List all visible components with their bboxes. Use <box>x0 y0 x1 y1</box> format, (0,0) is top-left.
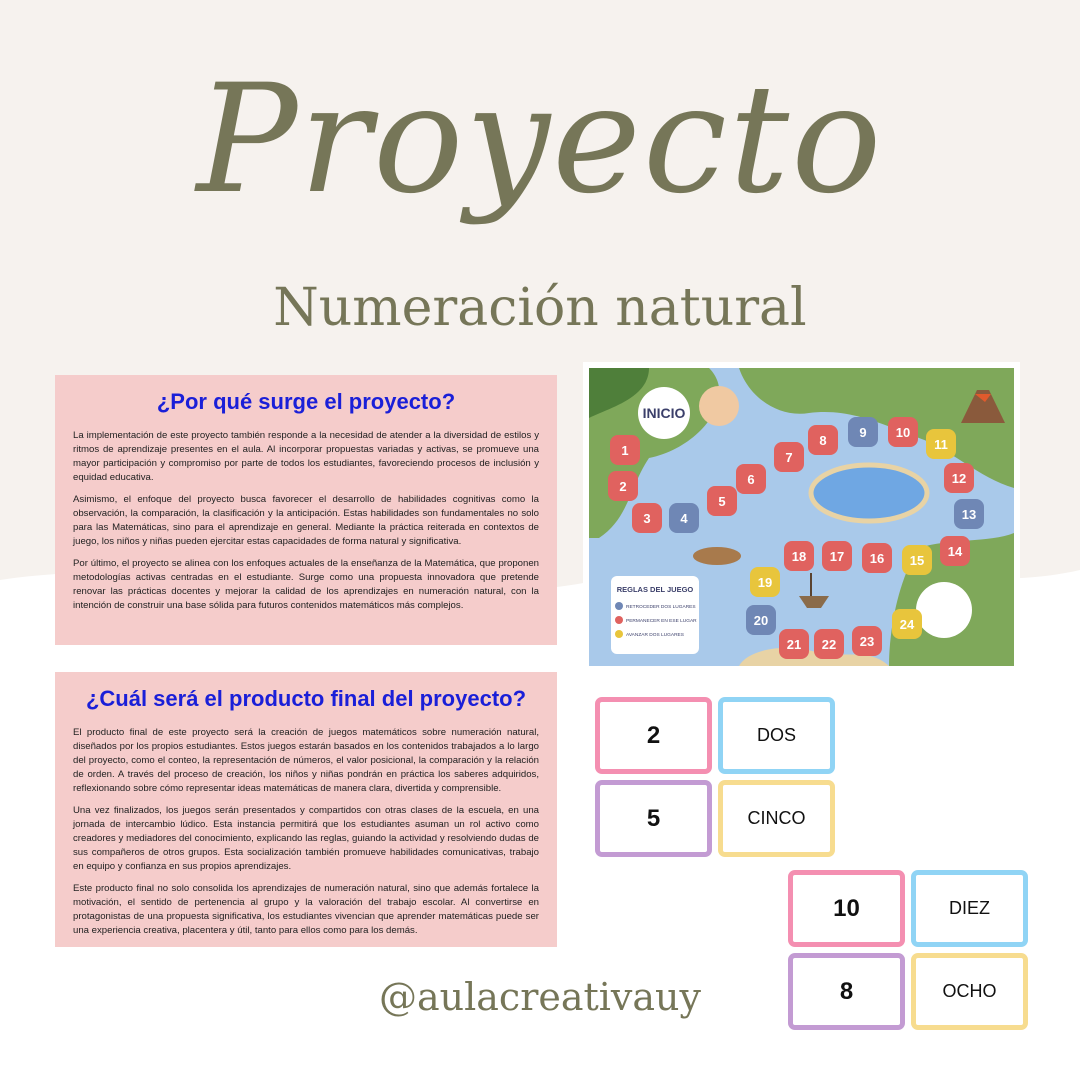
card-label: 10 <box>833 894 860 922</box>
board-tile-number: 16 <box>869 551 885 566</box>
word-card <box>718 697 835 774</box>
board-tile-number: 12 <box>951 471 967 486</box>
why-project-panel <box>55 375 557 645</box>
board-tile-number: 2 <box>619 479 627 494</box>
board-tile-number: 9 <box>859 425 867 440</box>
game-board-image <box>583 362 1020 672</box>
board-tile-number: 24 <box>899 617 915 632</box>
board-tile-number: 22 <box>821 637 837 652</box>
card-label: 2 <box>646 721 661 749</box>
final-product-panel <box>55 672 557 947</box>
board-tile-number: 18 <box>791 549 807 564</box>
board-tile-number: 10 <box>895 425 911 440</box>
game-board-map <box>589 368 1014 666</box>
board-tile-number: 21 <box>786 637 802 652</box>
boat-icon <box>693 547 741 565</box>
number-card <box>788 870 905 947</box>
number-card <box>595 780 712 857</box>
board-tile-number: 4 <box>680 511 688 526</box>
rule-text: AVANZAR DOS LUGARES <box>626 633 684 638</box>
card-label: 8 <box>839 977 854 1005</box>
board-tile-number: 11 <box>934 437 948 452</box>
word-card <box>718 780 835 857</box>
why-paragraph: Por último, el proyecto se alinea con los enfoques actuales de la enseñanza de la Matemática, que proponen metodologías activas centradas en el estudiante. Surge como una propuesta innovadora que pretende renovar las prácticas docentes y mejorar la calidad de los aprendizajes en numeración natural, con la intención de construir una base sólida para futuros contenidos matemáticos más complejos. <box>73 558 539 611</box>
start-label: INICIO <box>642 405 686 421</box>
word-card <box>911 870 1028 947</box>
why-paragraph: Asimismo, el enfoque del proyecto busca favorecer el desarrollo de habilidades cognitivas como la observación, la comparación, la clasificación y la anticipación. Estas habilidades son fundamentales no solo para las Matemáticas, sino para el aprendizaje en general. Mediante la práctica reiterada en contextos de juego, los niños y niñas pueden ejercitar estas capacidades de forma natural y significativa. <box>73 494 539 547</box>
rules-title: REGLAS DEL JUEGO <box>616 585 694 594</box>
children-illustration <box>699 386 739 426</box>
product-paragraph: Este producto final no solo consolida los aprendizajes de numeración natural, sino que además fortalece la motivación, el sentido de pertenencia al grupo y la valoración del trabajo escolar. Al convertirse en protagonistas de una propuesta significativa, los estudiantes vivencian que aprender matemáticas puede ser una experiencia creativa, placentera y útil, tanto para ellos como para los demás. <box>73 883 539 936</box>
lake <box>811 465 927 521</box>
why-project-heading: ¿Por qué surge el proyecto? <box>156 389 456 414</box>
board-tile-number: 20 <box>753 613 769 628</box>
board-tile-number: 14 <box>947 544 963 559</box>
card-label: 5 <box>646 804 661 832</box>
board-tile-number: 1 <box>621 443 629 458</box>
social-handle: @aulacreativauy <box>378 975 702 1019</box>
board-tile-number: 15 <box>909 553 925 568</box>
board-tile-number: 23 <box>859 634 875 649</box>
board-tile-number: 6 <box>747 472 755 487</box>
card-label: CINCO <box>747 808 806 828</box>
board-tile-number: 17 <box>829 549 845 564</box>
number-card <box>595 697 712 774</box>
kids-island <box>916 582 972 638</box>
product-paragraph: Una vez finalizados, los juegos serán presentados y compartidos con otras clases de la escuela, en una jornada de intercambio lúdico. Esta instancia permitirá que los estudiantes asuman un rol activo como creadores y mediadores del conocimiento, explicando las reglas, guiando la actividad y resolviendo dudas de sus compañeros de otros grupos. Esta socialización también promueve habilidades comunicativas, trabajo en equipo y confianza en sus propios aprendizajes. <box>73 805 539 872</box>
page-title: Proyecto <box>196 53 884 227</box>
rule-text: RETROCEDER DOS LUGARES <box>626 605 696 610</box>
board-tile-number: 3 <box>643 511 651 526</box>
rule-dot <box>615 602 623 610</box>
product-paragraph: El producto final de este proyecto será la creación de juegos matemáticos sobre numeración natural, diseñados por los propios estudiantes. Estos juegos estarán basados en los contenidos trabajados a lo largo del proyecto, como el conteo, la representación de números, el valor posicional, la comparación y la relación de orden. A través del proceso de creación, los niños y niñas pondrán en práctica los saberes adquiridos, reflexionando sobre cómo representar ideas matemáticas de manera clara, divertida y comprensible. <box>73 727 539 794</box>
why-paragraph: La implementación de este proyecto también responde a la necesidad de atender a la diversidad de estilos y ritmos de aprendizaje presentes en el aula. Al incorporar propuestas variadas y activas, se promueve una mayor participación y compromiso por parte de todos los estudiantes, favoreciendo procesos de inclusión y equidad educativa. <box>73 430 539 483</box>
board-tile-number: 5 <box>718 494 726 509</box>
board-tile-number: 7 <box>785 450 793 465</box>
board-tile-number: 19 <box>757 575 773 590</box>
board-tile-number: 8 <box>819 433 827 448</box>
card-label: DIEZ <box>948 898 990 918</box>
rule-text: PERMANECER EN ESE LUGAR <box>626 619 697 624</box>
card-label: DOS <box>756 725 796 745</box>
card-label: OCHO <box>942 981 997 1001</box>
final-product-heading: ¿Cuál será el producto final del proyecto? <box>85 686 527 711</box>
board-tile-number: 13 <box>961 507 977 522</box>
rule-dot <box>615 630 623 638</box>
page-subtitle: Numeración natural <box>273 278 807 338</box>
rule-dot <box>615 616 623 624</box>
